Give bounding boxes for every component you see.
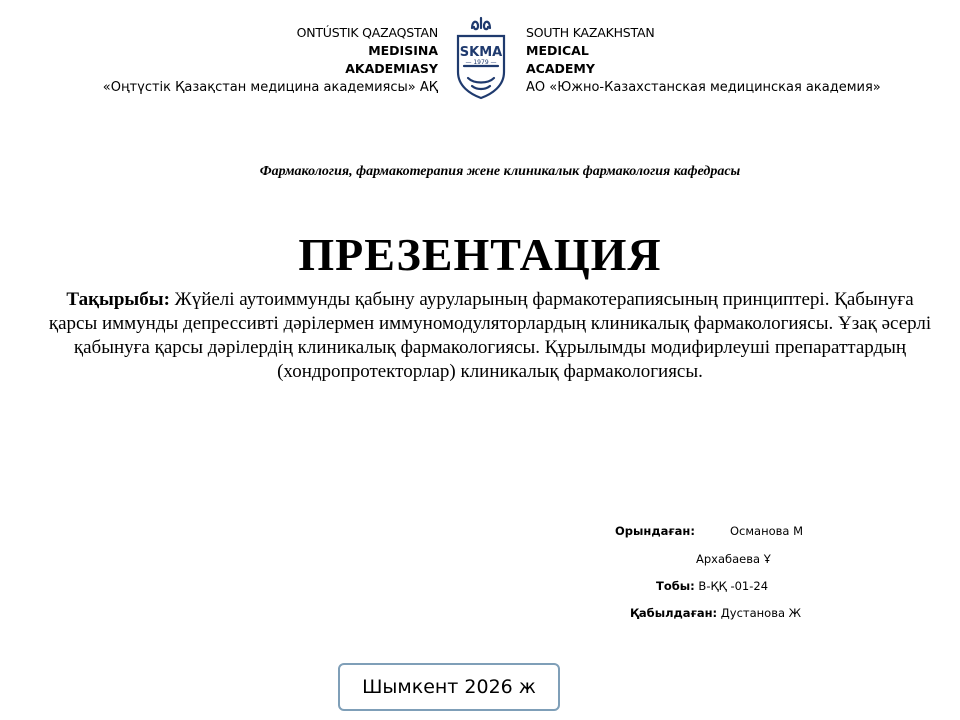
skma-emblem-icon	[448, 14, 514, 106]
city-year-box	[338, 663, 560, 711]
page-title: ПРЕЗЕНТАЦИЯ	[298, 229, 662, 280]
city-year-text: Шымкент 2026 ж	[362, 676, 536, 698]
header-left-line1: ONTÚSTIK QAZAQSTAN	[296, 25, 438, 40]
accepted-line	[630, 606, 801, 620]
accepted-label: Қабылдаған:	[630, 606, 718, 620]
accepted-value: Дустанова Ж	[717, 606, 802, 620]
logo-year: — 1979 —	[465, 59, 497, 66]
header-left-block	[103, 24, 438, 97]
header-right-line2: MEDICAL	[526, 43, 589, 58]
performer-1: Османова М	[730, 524, 804, 538]
topic-text: Жүйелі аутоиммунды қабыну ауруларының фармакотерапиясының принциптері. Қабынуға қарсы иммунды депрессивті дәрілермен иммуномодуляторлардың клиникалық фармакологиясы. Ұзақ әсерлі қабынуға қарсы дәрілердің клиникалық фармакологиясы. Құрылымды модифирлеуші препараттардың (хондропротекторлар) клиникалық фармакологиясы.	[48, 289, 932, 382]
header-right-line3: ACADEMY	[526, 61, 595, 76]
department-name: Фармакология, фармакотерапия жене клиникалык фармакология кафедрасы	[259, 164, 741, 179]
header-right-fullname: АО «Южно-Казахстанская медицинская академия»	[526, 80, 881, 95]
performer-2: Архабаева Ұ	[696, 552, 771, 566]
topic-label: Тақырыбы:	[66, 289, 170, 310]
header-left-line3: AKADEMIASY	[345, 61, 438, 76]
header-left-line2: MEDISINA	[368, 43, 438, 58]
topic-paragraph	[40, 288, 940, 384]
header-right-line1: SOUTH KAZAKHSTAN	[526, 25, 655, 40]
performed-label: Орындаған:	[615, 524, 695, 538]
header-left-fullname: «Оңтүстік Қазақстан медицина академиясы» АҚ	[102, 80, 438, 95]
group-label: Тобы:	[656, 579, 695, 593]
group-line	[656, 579, 768, 593]
group-value: В-ҚҚ -01-24	[694, 579, 769, 593]
logo-text: SKMA	[459, 45, 503, 60]
header-right-block	[526, 24, 881, 97]
